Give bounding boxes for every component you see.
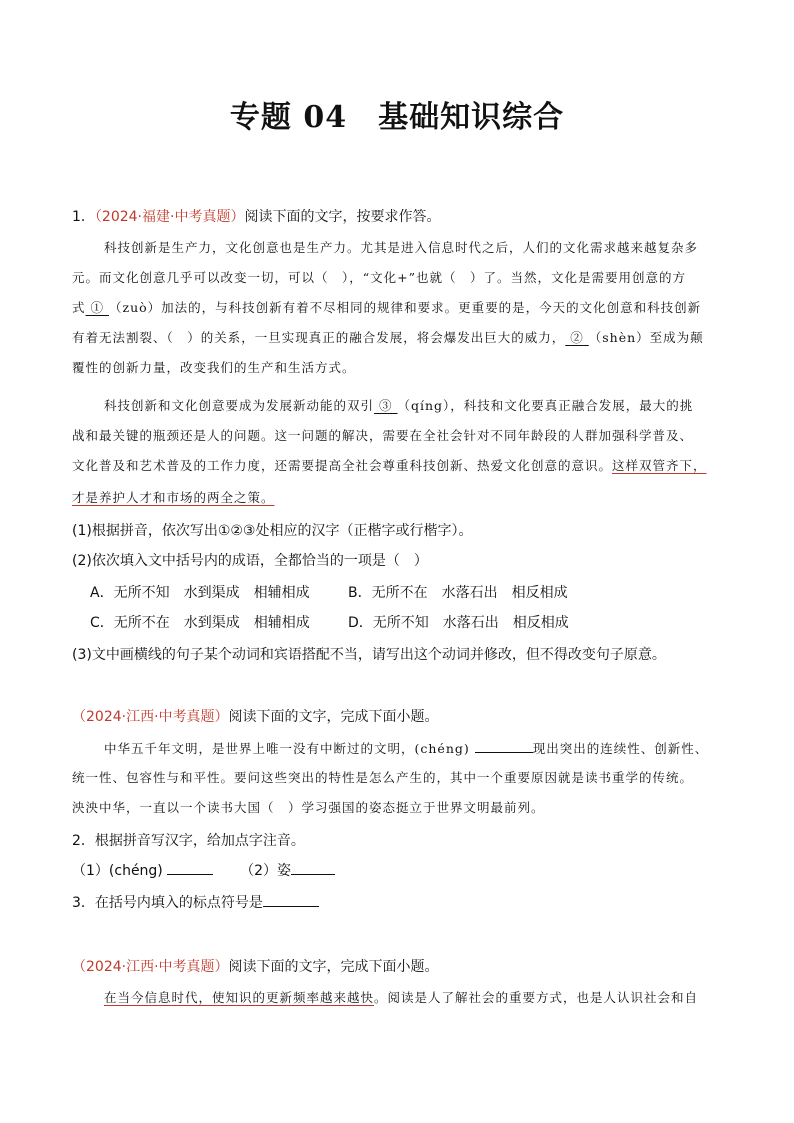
q1-p2-line3: 文化普及和艺术普及的工作力度，还需要提高全社会尊重科技创新、热爱文化创意的意识。这样双管齐下，	[72, 458, 707, 473]
q1-header	[72, 206, 732, 226]
underlined-sentence-part2: 才是养护人才和市场的两全之策。	[72, 490, 275, 505]
q1-p1-line5: 覆性的创新力量，改变我们的生产和生活方式。	[72, 360, 356, 375]
underlined-sentence-part1: 这样双管齐下，	[612, 458, 707, 473]
q3-p-line1: 在当今信息时代，使知识的更新频率越来越快。阅读是人了解社会的重要方式，也是人认识社会和自	[104, 990, 699, 1005]
q1-p1-line3: 式 ① （zuò）加法的，与科技创新有着不尽相同的规律和要求。更重要的是，今天的文化创意和科技创新	[72, 300, 702, 315]
q3-header	[72, 956, 732, 976]
q1-sub1: (1)根据拼音，依次写出①②③处相应的汉字（正楷字或行楷字）。	[72, 523, 473, 539]
q1-number: 1．	[72, 209, 95, 225]
q2-item3: 3．在括号内填入的标点符号是	[72, 892, 732, 912]
q3-source: （2024·江西·中考真题）	[72, 959, 229, 975]
answer-blank[interactable]	[291, 860, 335, 875]
q1-p2-line4	[72, 488, 732, 506]
answer-blank[interactable]	[263, 892, 319, 907]
q3-underlined-sentence: 在当今信息时代，使知识的更新频率越来越快	[104, 990, 375, 1005]
q1-sub2: (2)依次填入文中括号内的成语，全都恰当的一项是（ ）	[72, 553, 428, 569]
option-c[interactable]: C．无所不在 水到渠成 相辅相成	[90, 615, 310, 631]
q1-instruction: 阅读下面的文字，按要求作答。	[244, 209, 441, 225]
q2-p-line1: 中华五千年文明，是世界上唯一没有中断过的文明，(chéng) 现出突出的连续性、创新性、	[104, 738, 764, 757]
answer-blank[interactable]	[475, 738, 533, 753]
q1-p2-line2: 战和最关键的瓶颈还是人的问题。这一问题的解决，需要在全社会针对不同年龄段的人群加强科学普及、	[72, 428, 694, 443]
q2-p-line2: 统一性、包容性与和平性。要问这些突出的特性是怎么产生的，其中一个重要原因就是读书重学的传统。	[72, 770, 694, 785]
page-title: 专题 04 基础知识综合	[229, 100, 565, 135]
q2-header	[72, 706, 732, 726]
q2-source: （2024·江西·中考真题）	[72, 709, 229, 725]
q1-p1-line4: 有着无法割裂、（ ）的关系，一旦实现真正的融合发展，将会爆发出巨大的威力， ② （shèn）至成为颠	[72, 330, 704, 345]
q1-source: （2024·福建·中考真题）	[94, 209, 245, 225]
q1-p1-line2: 元。而文化创意几乎可以改变一切，可以（ ），“文化+”也就（ ）了。当然，文化是需要用创意的方	[72, 270, 687, 285]
q2-item2: 2．根据拼音写汉字，给加点字注音。	[72, 833, 305, 849]
blank-mark-1: ①	[90, 300, 105, 315]
q2-instruction: 阅读下面的文字，完成下面小题。	[228, 709, 439, 725]
option-d[interactable]: D．无所不知 水落石出 相反相成	[348, 615, 569, 631]
q3-instruction: 阅读下面的文字，完成下面小题。	[228, 959, 439, 975]
q1-sub3: (3)文中画横线的句子某个动词和宾语搭配不当，请写出这个动词并修改，但不得改变句子原意。	[72, 647, 666, 663]
answer-blank[interactable]	[167, 860, 213, 875]
q2-item2-subitems: （1）(chéng) （2）姿	[72, 860, 732, 880]
option-a[interactable]: A．无所不知 水到渠成 相辅相成	[90, 585, 310, 601]
blank-mark-3: ③	[379, 398, 393, 413]
blank-mark-2: ②	[570, 330, 584, 345]
q2-p-line3: 泱泱中华，一直以一个读书大国（ ）学习强国的姿态挺立于世界文明最前列。	[72, 800, 545, 815]
option-b[interactable]: B．无所不在 水落石出 相反相成	[348, 585, 568, 601]
q1-p2-line1: 科技创新和文化创意要成为发展新动能的双引 ③ （qíng），科技和文化要真正融合发展，最大的挑	[104, 398, 694, 413]
q1-p1-line1: 科技创新是生产力，文化创意也是生产力。尤其是进入信息时代之后，人们的文化需求越来越复杂多	[104, 240, 699, 255]
